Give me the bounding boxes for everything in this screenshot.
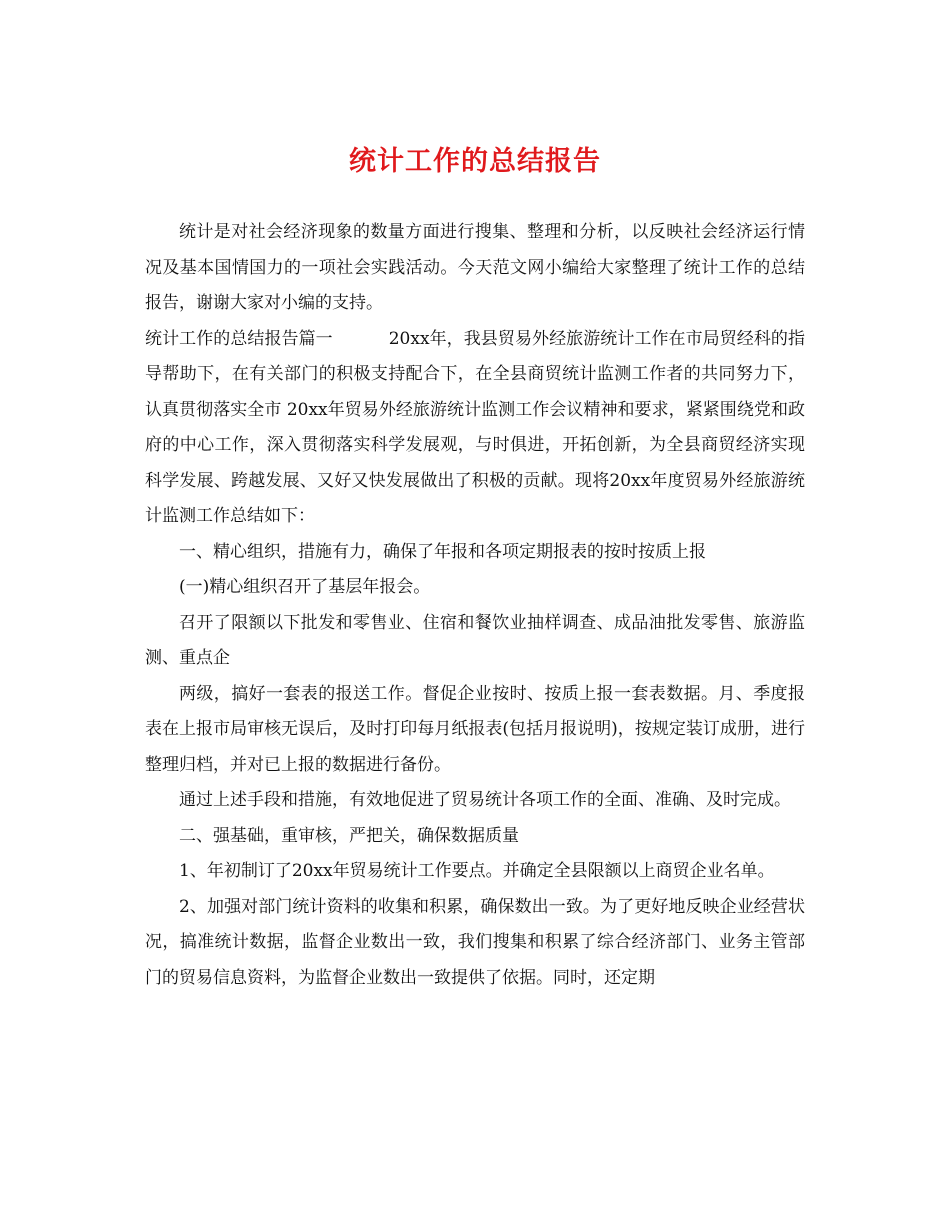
section-one-sub-heading: (一)精心组织召开了基层年报会。 bbox=[179, 577, 431, 597]
document-title: 统计工作的总结报告 bbox=[349, 146, 601, 177]
two-levels-paragraph: 两级，搞好一套表的报送工作。督促企业按时、按质上报一套表数据。月、季度报表在上报市局审核无误后，及时打印每月纸报表(包括月报说明)，按规定装订成册，进行整理归档，并对已上报的数据进行备份。 bbox=[145, 683, 805, 775]
result-paragraph: 通过上述手段和措施，有效地促进了贸易统计各项工作的全面、准确、及时完成。 bbox=[179, 790, 791, 810]
section-two-heading: 二、强基础，重审核，严把关，确保数据质量 bbox=[179, 825, 519, 846]
item-one-paragraph: 1、年初制订了20xx年贸易统计工作要点。并确定全县限额以上商贸企业名单。 bbox=[179, 861, 775, 881]
section-one-heading: 一、精心组织，措施有力，确保了年报和各项定期报表的按时按质上报 bbox=[179, 541, 706, 562]
item-two-paragraph: 2、加强对部门统计资料的收集和积累，确保数出一致。为了更好地反映企业经营状况，搞准统计数据，监督企业数出一致，我们搜集和积累了综合经济部门、业务主管部门的贸易信息资料，为监督企业数出一致提供了依据。同时，还定期 bbox=[145, 896, 805, 988]
intro-paragraph: 统计是对社会经济现象的数量方面进行搜集、整理和分析，以反映社会经济运行情况及基本国情国力的一项社会实践活动。今天范文网小编给大家整理了统计工作的总结报告，谢谢大家对小编的支持。 bbox=[145, 222, 805, 313]
document-body bbox=[145, 215, 805, 996]
meeting-paragraph: 召开了限额以下批发和零售业、住宿和餐饮业抽样调查、成品油批发零售、旅游监测、重点企 bbox=[145, 612, 805, 668]
part-one-paragraph bbox=[145, 322, 805, 535]
part-first-paragraph: 20xx年，我县贸易外经旅游统计工作在市局贸经科的指导帮助下，在有关部门的积极支持配合下，在全县商贸统计监测工作者的共同努力下，认真贯彻落实全市 20xx年贸易外经旅游统计监测工作会议精神和要求，紧紧围绕党和政府的中心工作，深入贯彻落实科学发展观，与时俱进，开拓创新，为全县商贸经济实现科学发展、跨越发展、又好又快发展做出了积极的贡献。现将20xx年度贸易外经旅游统计监测工作总结如下： bbox=[145, 328, 805, 526]
part-heading: 统计工作的总结报告篇一 bbox=[145, 328, 333, 349]
